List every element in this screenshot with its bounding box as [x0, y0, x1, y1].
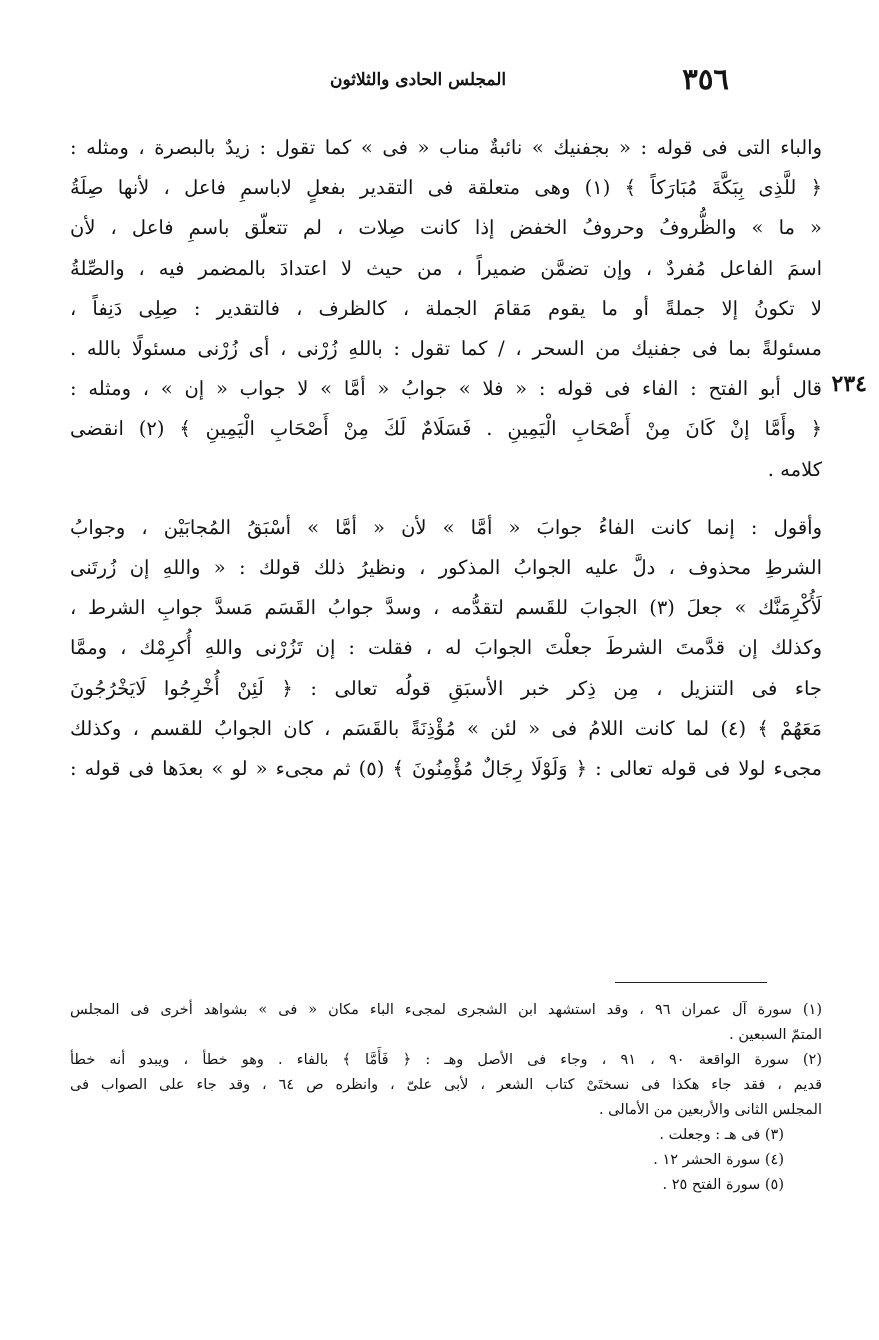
paragraph-2: [70, 369, 822, 490]
text-line: ﴿ للَّذِى بِبَكَّةَ مُبَارَكاً ﴾ (١) وهى متعلقة فى التقدير بفعلٍ لاباسمِ فاعل ، لأنها صِلَةُ: [70, 176, 823, 200]
paragraph-1: [70, 128, 822, 369]
footnote-line: (٥) سورة الفتح ٢٥ .: [662, 1177, 784, 1193]
text-line: الشرطِ محذوف ، دلَّ عليه الجوابُ المذكور ، ونظيرُ ذلك قولك : « واللهِ إن زُرتَنى: [70, 556, 822, 580]
text-line: جاء فى التنزيل ، مِن ذِكر خبر الأسبَقِ قولُه تعالى : ﴿ لَئِنْ أُخْرِجُوا لَايَخْرُجُونَ: [70, 676, 822, 700]
text-line: وأقول : إنما كانت الفاءُ جوابَ « أمَّا » لأن « أمَّا » أسْبَقُ المُجابَيْن ، وجوابُ: [70, 515, 822, 539]
text-line: « ما » والظُّروفُ وحروفُ الخفض إذا كانت صِلات ، لم تتعلّق باسمِ فاعل ، لأن: [70, 216, 822, 240]
text-line: مجىء لولا فى قوله تعالى : ﴿ وَلَوْلَا رِجَالٌ مُؤْمِنُونَ ﴾ (٥) ثم مجىء « لو » بعدَها فى قوله :: [70, 757, 822, 781]
footnote-line: (١) سورة آل عمران ٩٦ ، وقد استشهد ابن الشجرى لمجىء الباء مكان « فى » بشواهد أخرى فى المجلس: [70, 1002, 823, 1018]
margin-page-reference: ٢٣٤: [831, 371, 867, 397]
text-line: قال أبو الفتح : الفاء فى قوله : « فلا » جوابُ « أمَّا » لا جواب « إن » ، ومثله :: [70, 377, 822, 401]
footnote-1: [70, 998, 822, 1048]
paragraph-spacer: [70, 490, 822, 508]
main-text: [70, 128, 822, 789]
text-line: ﴿ وأَمَّا إنْ كَانَ مِنْ أَصْحَابِ الْيَمِينِ . فَسَلَامٌ لَكَ مِنْ أَصْحَابِ الْيَمِينِ ﴾ (٢) انقضى: [70, 417, 822, 441]
footnote-line: (٢) سورة الواقعة ٩٠ ، ٩١ ، وجاء فى الأصل وهـ : ﴿ فَأَمَّا ﴾ بالفاء . وهو خطأ ، ويبدو أنه خطأ: [70, 1052, 823, 1068]
footnotes: [70, 998, 822, 1198]
footnote-4: [70, 1148, 822, 1173]
running-title: المجلس الحادى والثلاثون: [330, 70, 507, 90]
footnote-5: [70, 1173, 822, 1198]
footnote-line: المتمّ السبعين .: [729, 1027, 822, 1043]
text-line: لَأُكْرِمَنَّك » جعلَ (٣) الجوابَ للقَسم لتقدُّمه ، وسدَّ جوابُ القَسَم مَسدَّ جوابِ الشرط ،: [70, 596, 822, 620]
text-line: وكذلك إن قدَّمتَ الشرطَ جعلْتَ الجوابَ له ، فقلت : إن تَزُرْنى واللهِ أُكرِمْك ، وممَّا: [70, 636, 822, 660]
paragraph-3: [70, 508, 822, 789]
footnote-line: (٤) سورة الحشر ١٢ .: [653, 1152, 784, 1168]
footnote-3: [70, 1123, 822, 1148]
footnote-2: [70, 1048, 822, 1123]
page-header: [80, 62, 729, 102]
text-line: كلامه .: [767, 457, 822, 481]
text-line: لا تكونُ إلا جملةً أو ما يقوم مَقامَ الجملة ، كالظرف ، فالتقدير : صِلِى دَنِفاً ،: [70, 296, 822, 320]
text-line: والباء التى فى قوله : « بجفنيك » نائبةٌ مناب « فى » كما تقول : زيدٌ بالبصرة ، ومثله :: [70, 136, 822, 159]
text-line: اسمَ الفاعل مُفردٌ ، وإن تضمَّن ضميراً ، من حيث لا اعتدادَ بالمضمر فيه ، والصِّلةُ: [70, 256, 822, 280]
footnote-line: المجلس الثانى والأربعين من الأمالى .: [598, 1102, 822, 1118]
footnote-line: (٣) فى هـ : وجعلت .: [659, 1127, 784, 1143]
text-line: مَعَهُمْ ﴾ (٤) لما كانت اللامُ فى « لئن » مُؤْذِنَةً بالقَسَم ، كان الجوابُ للقسم ، وكذلك: [70, 716, 822, 740]
footnote-separator: [615, 982, 767, 983]
text-line: مسئولةً بما فى جفنيك من السحر ، / كما تقول : باللهِ زُرْنى ، أى زُرْنى مسئولًا بالله .: [70, 337, 822, 361]
footnote-line: قديم ، فقد جاء هكذا فى نسختَىْ كتاب الشعر ، لأبى علىّ ، وانظره ص ٦٤ ، وقد جاء على الصواب فى: [70, 1077, 823, 1093]
page-number: ٣٥٦: [682, 62, 729, 96]
